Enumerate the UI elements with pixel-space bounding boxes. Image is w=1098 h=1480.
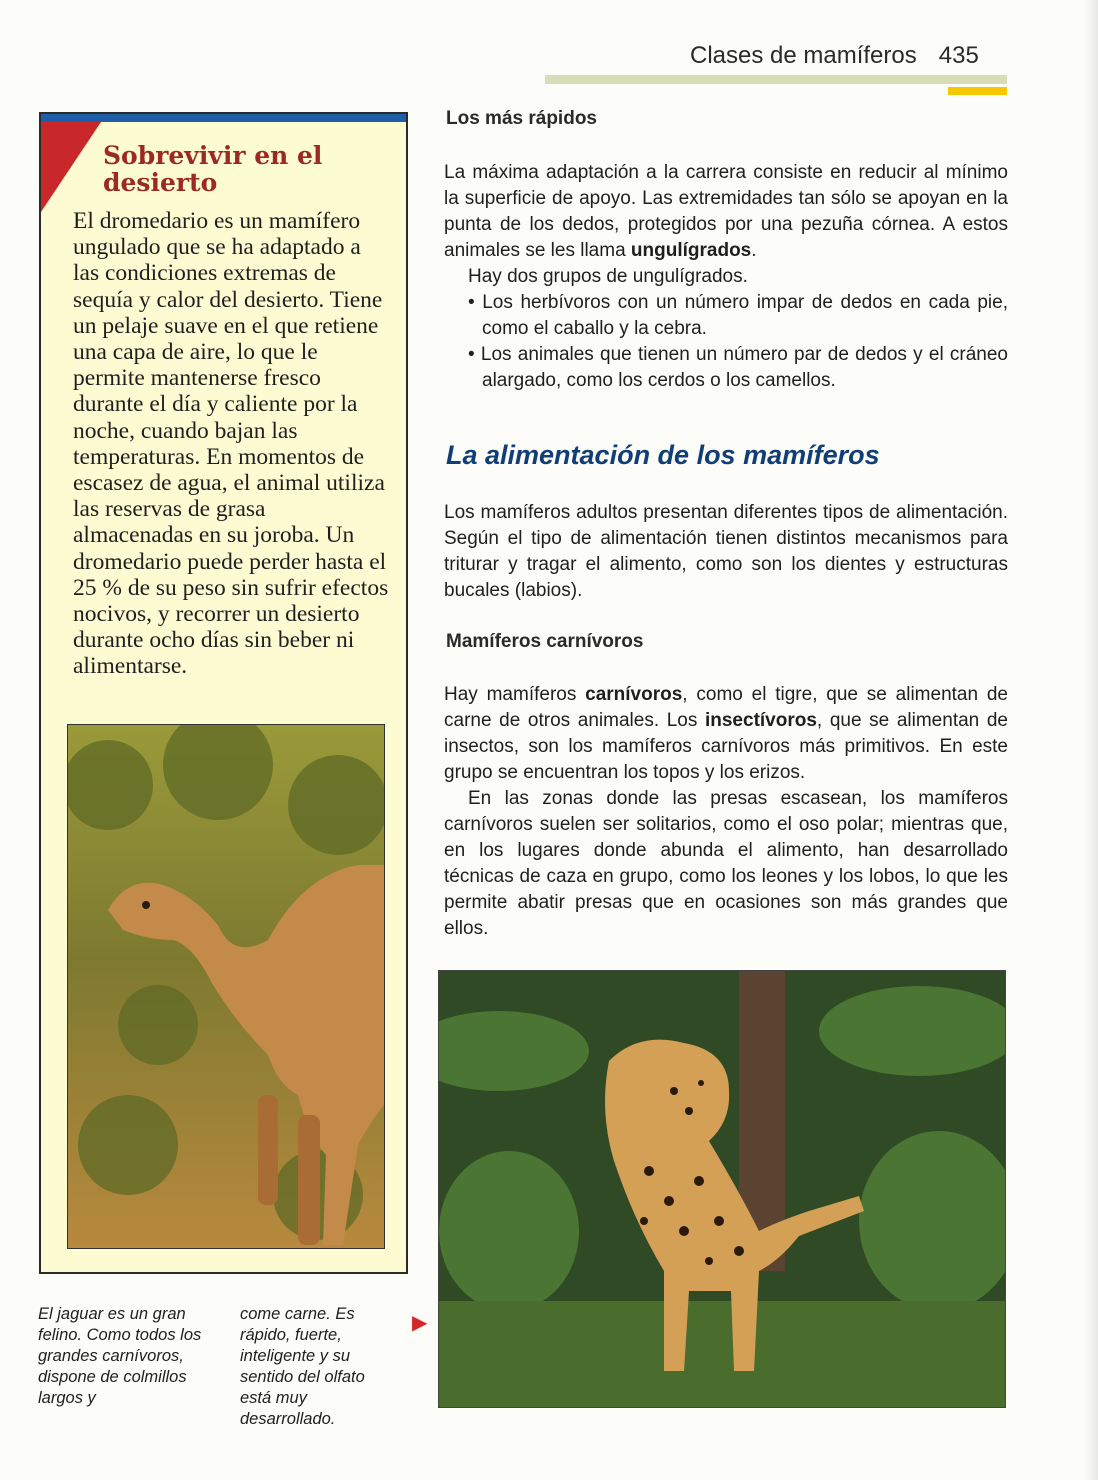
header-accent-mark bbox=[948, 87, 1007, 95]
sidebar-text: El dromedario es un mamífero ungulado que se ha adaptado a las condiciones extremas de sequía y calor del desierto. Tiene un pelaje suave en el que retiene una capa de aire, lo que le permite mantenerse fresco durante el día y caliente por la noche, cuando bajan las temperaturas. En momentos de escasez de agua, el animal utiliza las reservas de grasa almacenadas en su joroba. Un dromedario puede perder hasta el 25 % de su peso sin sufrir efectos nocivos, y recorrer un desierto durante ocho días sin beber ni alimentarse. bbox=[73, 208, 389, 680]
page-number: 435 bbox=[938, 42, 979, 69]
sidebar-box bbox=[39, 112, 408, 1274]
bullet-even-toed: • Los animales que tienen un número par de dedos y el cráneo alargado, como los cerdos o los camellos. bbox=[468, 344, 1008, 391]
feeding-paragraph: Los mamíferos adultos presentan diferentes tipos de alimentación. Según el tipo de alimentación tienen distintos mecanismos para triturar y tragar el alimento, como son los dientes y estructuras bucales (labios). bbox=[444, 502, 1008, 601]
sidebar-corner-accent bbox=[41, 122, 101, 212]
heading-fastest: Los más rápidos bbox=[446, 108, 597, 129]
fastest-paragraph bbox=[444, 160, 1008, 264]
term-insectivoros: insectívoros bbox=[704, 710, 817, 731]
fastest-text: La máxima adaptación a la carrera consiste en reducir al mínimo la superficie de apoyo. Las extremidades tan sólo se apoyan en la punta de los dedos, protegidos por una pezuña córnea. A estos animales se les llama bbox=[444, 162, 1008, 261]
heading-feeding: La alimentación de los mamíferos bbox=[446, 440, 880, 470]
fastest-section bbox=[444, 160, 1008, 394]
groups-intro: Hay dos grupos de ungulígrados. bbox=[468, 266, 748, 287]
feeding-section bbox=[444, 500, 1008, 604]
carn-text-a: Hay mamíferos bbox=[444, 684, 586, 705]
term-carnivoros: carnívoros bbox=[585, 684, 683, 705]
carnivores-section bbox=[444, 682, 1008, 942]
carn-text-c: , como el tigre, que se alimentan de carne de otros animales. Los bbox=[444, 684, 1008, 731]
page-edge-shadow bbox=[1084, 0, 1098, 1480]
heading-carnivores: Mamíferos carnívoros bbox=[446, 631, 644, 652]
header-rule bbox=[545, 75, 1007, 84]
section-title: Clases de mamíferos bbox=[690, 42, 917, 69]
sidebar-top-bar bbox=[41, 114, 406, 122]
carn-text-e: , que se alimentan de insectos, son los mamíferos carnívoros más primitivos. En este grupo se encuentran los topos y los erizos. bbox=[444, 710, 1008, 783]
carnivores-paragraph-2: En las zonas donde las presas escasean, los mamíferos carnívoros suelen ser solitarios, como el oso polar; mientras que, en los lugares donde abunda el alimento, han desarrollado técnicas de caza en grupo, como los leones y los lobos, lo que les permite abatir presas que en ocasiones son más grandes que ellos. bbox=[444, 788, 1008, 939]
fastest-text-end: . bbox=[751, 240, 757, 261]
caption-pointer-icon: ▶ bbox=[412, 1312, 428, 1334]
term-unguligrados: ungulígrados bbox=[630, 240, 752, 261]
dromedary-photo bbox=[67, 724, 385, 1249]
carnivores-paragraph-1 bbox=[444, 682, 1008, 786]
running-header bbox=[690, 42, 979, 70]
bullet-odd-toed: • Los herbívoros con un número impar de dedos en cada pie, como el caballo y la cebra. bbox=[468, 292, 1008, 339]
caption-column-1: El jaguar es un gran felino. Como todos los grandes carnívoros, dispone de colmillos largos y bbox=[38, 1305, 202, 1407]
sidebar-title: Sobrevivir en el desierto bbox=[103, 141, 323, 197]
caption-column-2: come carne. Es rápido, fuerte, inteligente y su sentido del olfato está muy desarrollado. bbox=[240, 1305, 365, 1428]
jaguar-photo bbox=[438, 970, 1006, 1408]
